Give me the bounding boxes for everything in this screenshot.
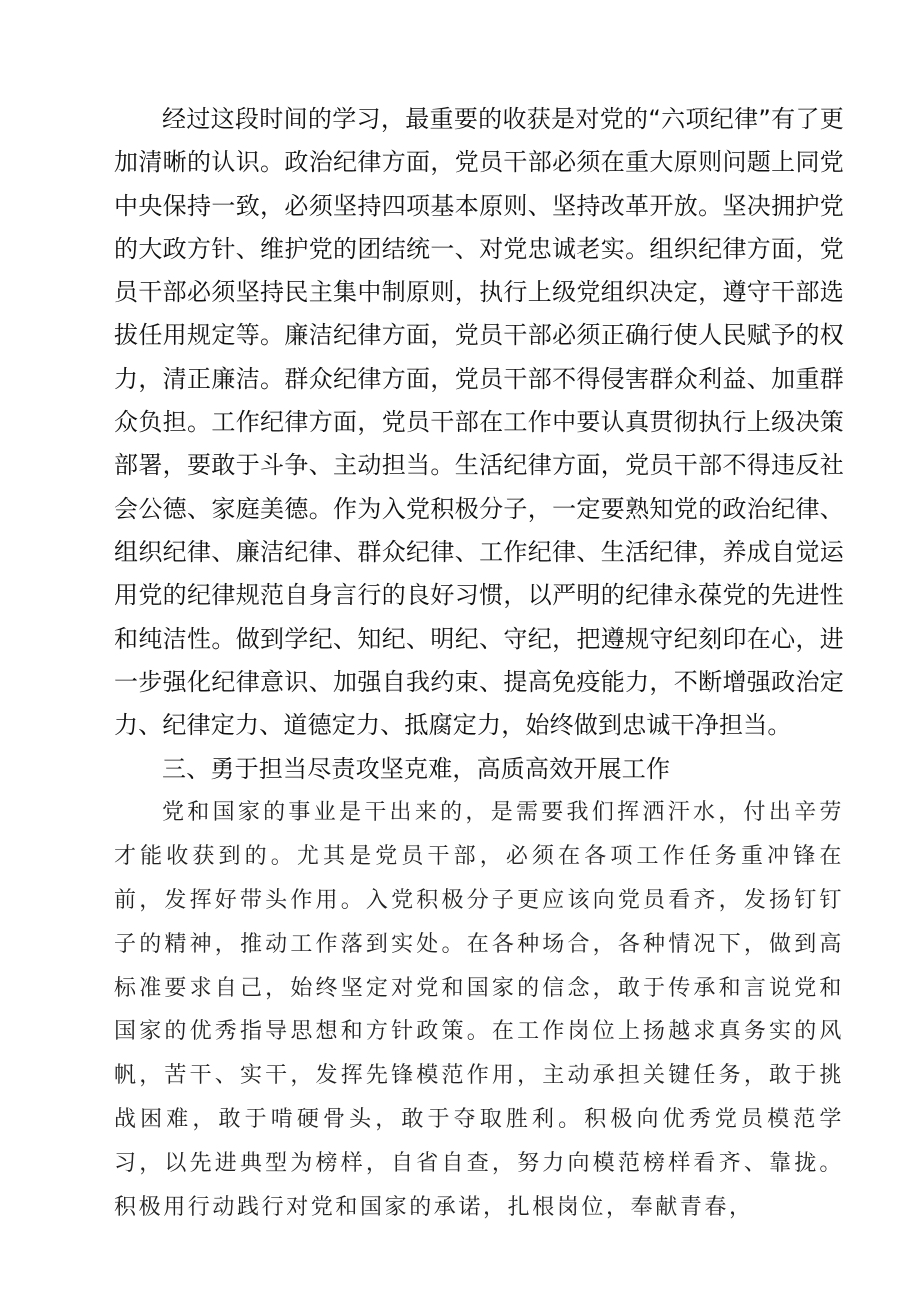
paragraph-discipline: 经过这段时间的学习，最重要的收获是对党的“六项纪律”有了更加清晰的认识。政治纪律方面，党员干部必须在重大原则问题上同党中央保持一致，必须坚持四项基本原则、坚持改革开放。坚决拥护党的大政方针、维护党的团结统一、对党忠诚老实。组织纪律方面，党员干部必须坚持民主集中制原则，执行上级党组织决定，遵守干部选拔任用规定等。廉洁纪律方面，党员干部必须正确行使人民赋予的权力，清正廉洁。群众纪律方面，党员干部不得侵害群众利益、加重群众负担。工作纪律方面，党员干部在工作中要认真贯彻执行上级决策部署，要敢于斗争、主动担当。生活纪律方面，党员干部不得违反社会公德、家庭美德。作为入党积极分子，一定要熟知党的政治纪律、组织纪律、廉洁纪律、群众纪律、工作纪律、生活纪律，养成自觉运用党的纪律规范自身言行的良好习惯，以严明的纪律永葆党的先进性和纯洁性。做到学纪、知纪、明纪、守纪，把遵规守纪刻印在心，进一步强化纪律意识、加强自我约束、提高免疫能力，不断增强政治定力、纪律定力、道德定力、抵腐定力，始终做到忠诚干净担当。 — [114, 105, 844, 740]
section-heading: 三、勇于担当尽责攻坚克难，高质高效开展工作 — [162, 755, 671, 784]
document-body — [114, 98, 844, 1229]
paragraph-responsibility: 党和国家的事业是干出来的，是需要我们挥洒汗水，付出辛劳才能收获到的。尤其是党员干部，必须在各项工作任务重冲锋在前，发挥好带头作用。入党积极分子更应该向党员看齐，发扬钉钉子的精神，推动工作落到实处。在各种场合，各种情况下，做到高标准要求自己，始终坚定对党和国家的信念，敢于传承和言说党和国家的优秀指导思想和方针政策。在工作岗位上扬越求真务实的风帆，苦干、实干，发挥先锋模范作用，主动承担关键任务，敢于挑战困难，敢于啃硬骨头，敢于夺取胜利。积极向优秀党员模范学习，以先进典型为榜样，自省自查，努力向模范榜样看齐、靠拢。积极用行动践行对党和国家的承诺，扎根岗位，奉献青春， — [114, 800, 844, 1220]
